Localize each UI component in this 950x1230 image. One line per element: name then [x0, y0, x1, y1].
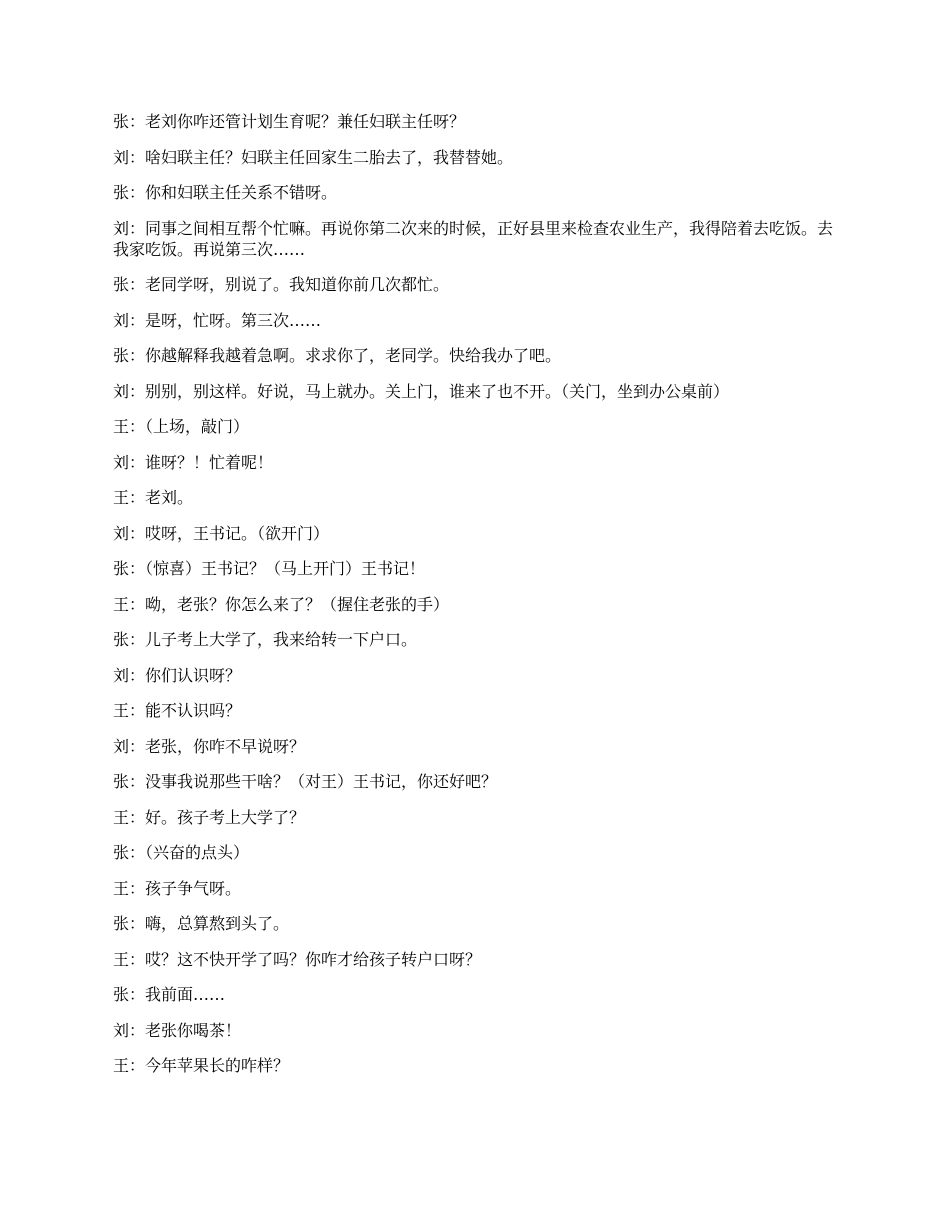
- dialogue-text: 王：今年苹果长的咋样？: [113, 1056, 290, 1075]
- dialogue-text: 张：没事我说那些干啥？（对王）王书记，你还好吧？: [113, 772, 498, 791]
- dialogue-line: [113, 274, 841, 295]
- dialogue-script: [113, 111, 841, 1091]
- dialogue-text: 张：你越解释我越着急啊。求求你了，老同学。快给我办了吧。: [113, 346, 562, 365]
- dialogue-text: 张：你和妇联主任关系不错呀。: [113, 183, 338, 202]
- dialogue-line: [113, 345, 841, 366]
- dialogue-line: [113, 182, 841, 203]
- dialogue-line: [113, 984, 841, 1005]
- dialogue-text: 王：老刘。: [113, 488, 194, 507]
- dialogue-line: [113, 310, 841, 331]
- dialogue-line: [113, 1020, 841, 1041]
- dialogue-text: 张：嗨，总算熬到头了。: [113, 914, 290, 933]
- dialogue-line: [113, 218, 841, 260]
- dialogue-text: 张：老刘你咋还管计划生育呢？兼任妇联主任呀？: [113, 112, 466, 131]
- dialogue-text: 刘：谁呀？！忙着呢！: [113, 452, 274, 472]
- dialogue-line: [113, 629, 841, 650]
- dialogue-text: 刘：老张，你咋不早说呀？: [113, 736, 306, 756]
- dialogue-line: [113, 111, 841, 132]
- dialogue-text: 刘：同事之间相互帮个忙嘛。再说你第二次来的时候，正好县里来检查农业生产，我得陪着去吃饭。去我家吃饭。再说第三次……: [113, 218, 834, 259]
- dialogue-line: [113, 452, 841, 473]
- dialogue-text: 刘：你们认识呀？: [113, 665, 242, 685]
- dialogue-line: [113, 807, 841, 828]
- dialogue-text: 张：（惊喜）王书记？（马上开门）王书记！: [113, 559, 426, 578]
- dialogue-line: [113, 487, 841, 508]
- dialogue-text: 刘：别别，别这样。好说，马上就办。关上门，谁来了也不开。（关门，坐到办公桌前）: [113, 381, 730, 401]
- dialogue-text: 王：（上场，敲门）: [113, 417, 250, 436]
- dialogue-line: [113, 665, 841, 686]
- dialogue-line: [113, 949, 841, 970]
- dialogue-text: 刘：啥妇联主任？妇联主任回家生二胎去了，我替替她。: [113, 147, 514, 167]
- dialogue-text: 刘：是呀，忙呀。第三次……: [113, 310, 322, 330]
- dialogue-text: 王：呦，老张？你怎么来了？（握住老张的手）: [113, 594, 450, 614]
- dialogue-line: [113, 594, 841, 615]
- dialogue-line: [113, 736, 841, 757]
- dialogue-line: [113, 913, 841, 934]
- dialogue-line: [113, 523, 841, 544]
- dialogue-line: [113, 381, 841, 402]
- dialogue-text: 王：能不认识吗？: [113, 701, 242, 720]
- dialogue-text: 王：孩子争气呀。: [113, 878, 242, 898]
- dialogue-line: [113, 700, 841, 721]
- dialogue-text: 张：我前面……: [113, 985, 226, 1004]
- dialogue-text: 张：儿子考上大学了，我来给转一下户口。: [113, 630, 418, 649]
- dialogue-line: [113, 558, 841, 579]
- dialogue-text: 王：哎？这不快开学了吗？你咋才给孩子转户口呀？: [113, 949, 482, 969]
- dialogue-line: [113, 878, 841, 899]
- dialogue-text: 王：好。孩子考上大学了？: [113, 807, 306, 827]
- dialogue-text: 刘：老张你喝茶！: [113, 1020, 242, 1040]
- dialogue-line: [113, 147, 841, 168]
- dialogue-line: [113, 1055, 841, 1076]
- dialogue-line: [113, 771, 841, 792]
- dialogue-text: 张：老同学呀，别说了。我知道你前几次都忙。: [113, 275, 450, 294]
- dialogue-line: [113, 416, 841, 437]
- dialogue-text: 刘：哎呀，王书记。（欲开门）: [113, 523, 330, 543]
- dialogue-text: 张：（兴奋的点头）: [113, 843, 250, 862]
- dialogue-line: [113, 842, 841, 863]
